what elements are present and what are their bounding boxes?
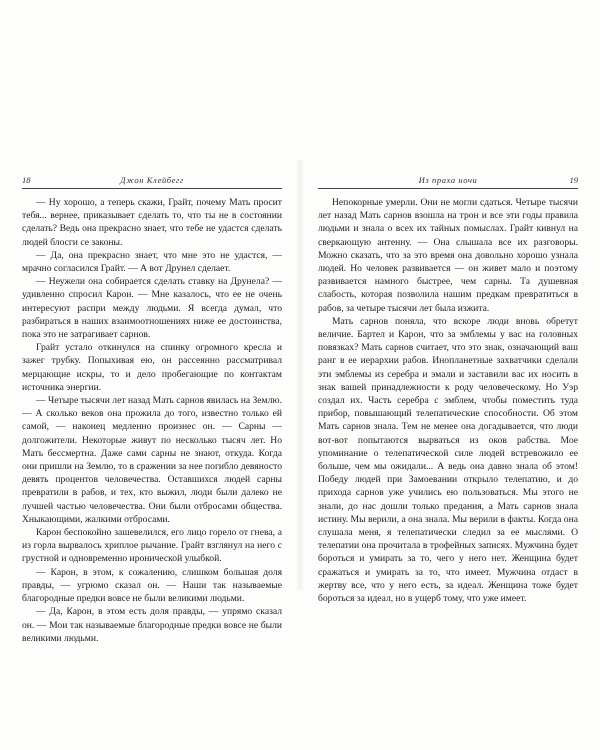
paragraph: Непокорные умерли. Они не могли сдаться. Четыре тысячи лет назад Мать сарнов взошла на трон и все эти годы правила людьми и знала о всех их тайных помыслах. Грайт кивнул на сверкающую антенну. — Она слышала все их разговоры. Можно сказать, что за это время она довольно хорошо узнала людей. Но человек развивается — он живет мало и поэтому развивается намного быстрее, чем сарны. Та душевная слабость, которая позволила нашим предкам превратиться в рабов, за четыре тысячи лет была изжита. bbox=[318, 197, 578, 314]
paragraph: Карон беспокойно зашевелился, его лицо горело от гнева, а из горла вырвалось хриплое рычание. Грайт взглянул на него с грустной и одновременно иронической улыбкой. bbox=[22, 527, 282, 565]
paragraph: — Неужели она собирается сделать ставку на Друнела? — удивленно спросил Карон. — Мне казалось, что ее не очень интересуют распри между людьми. Я всегда думал, что разбираться в наших взаимоотношениях ниже ее достоинства, пока это не затрагивает сарнов. bbox=[22, 276, 282, 341]
right-page-number: 19 bbox=[569, 175, 578, 185]
paragraph: — Четыре тысячи лет назад Мать сарнов явилась на Землю. — А сколько веков она прожила до того, известно только ей самой, — наконец медленно произнес он. — Сарны — долгожители. Некоторые живут по несколько тысяч лет. Но Мать бессмертна. Даже сами сарны не знают, откуда. Когда они пришли на Землю, то в сражении за нее погибло девяносто девять процентов человечества. Оставшихся людей сарны превратили в рабов, и тех, кто выжил, люди были далеко не лучшей частью человечества. Они были отбросами общества. Хныкающими, жалкими отбросами. bbox=[22, 395, 282, 525]
paragraph: — Ну хорошо, а теперь скажи, Грайт, почему Мать просит тебя... вернее, приказывает сделать то, что ты не в состоянии сделать? Ведь она прекрасно знает, что тебе не удастся сделать людей блосги се законы. bbox=[22, 197, 282, 248]
right-body-text bbox=[318, 196, 578, 605]
left-page bbox=[22, 174, 282, 645]
right-running-head bbox=[318, 174, 578, 189]
right-page bbox=[318, 174, 578, 605]
paragraph: — Да, она прекрасно знает, что мне это не удастся, — мрачно согласился Грайт. — А вот Друнел сделает. bbox=[22, 249, 282, 275]
left-running-title: Джон Клейбегг bbox=[120, 175, 184, 185]
paragraph: Грайт устало откинулся на спинку огромного кресла и зажег трубку. Попыхивая ею, он рассеянно рассматривал мерцающие искры, то и дело пробегающие по контактам источника энергии. bbox=[22, 342, 282, 393]
right-running-title: Из праха ночи bbox=[418, 175, 478, 185]
paragraph: — Карон, в этом, к сожалению, слишком большая доля правды, — угрюмо сказал он. — Наши так называемые благородные предки вовсе не были великими людьми. bbox=[22, 566, 282, 605]
left-body-text bbox=[22, 196, 282, 645]
left-page-number: 18 bbox=[22, 175, 31, 185]
paragraph: — Да, Карон, в этом есть доля правды, — упрямо сказал он. — Мои так называемые благородные предки вовсе не были великими людьми. bbox=[22, 606, 282, 644]
gutter-shadow bbox=[296, 160, 304, 590]
paragraph: Мать сарнов поняла, что вскоре люди вновь обретут величие. Бартел и Карон, что за эмблемы у вас на головных повязках? Мать сарнов считает, что это знак, означающий ваш ранг в ее иерархии рабов. Инопланетные захватчики сделали эти эмблемы из серебра и эмали и заставили вас их носить в знак вашей принадлежности к роду человеческому. Но Уэр создал их. Часть серебра с эмблем, чтобы поместить туда прибор, повышающий телепатические способности. Об этом Мать сарнов знала. Тем не менее она догадывается, что люди вот-вот попытаются вырваться из оков рабства. Мое упоминание о телепатической силе людей встревожило ее больше, чем мы ожидали... А ведь она давно знала об этом! Победу людей при Замоевании открыло телепатию, и до прихода сарнов уже учились ею пользоваться. Мы этого не знали, до нас дошли только предания, а Мать сарнов знала истину. Мы верили, а она знала. Мы верили в факты. Когда она слушала меня, я телепатически следил за ее мыслями. О телепатии она прочитала в трофейных записях. Мужчина будет бороться и умирать за то, чего у него нет. Женщина будет сражаться и умирать за то, что имеет. Мужчина отдаст в жертву все, что у него есть, за идеал. Женщина тоже будет бороться за идеал, но в ущерб тому, что уже имеет. bbox=[318, 315, 578, 605]
left-running-head bbox=[22, 174, 282, 189]
